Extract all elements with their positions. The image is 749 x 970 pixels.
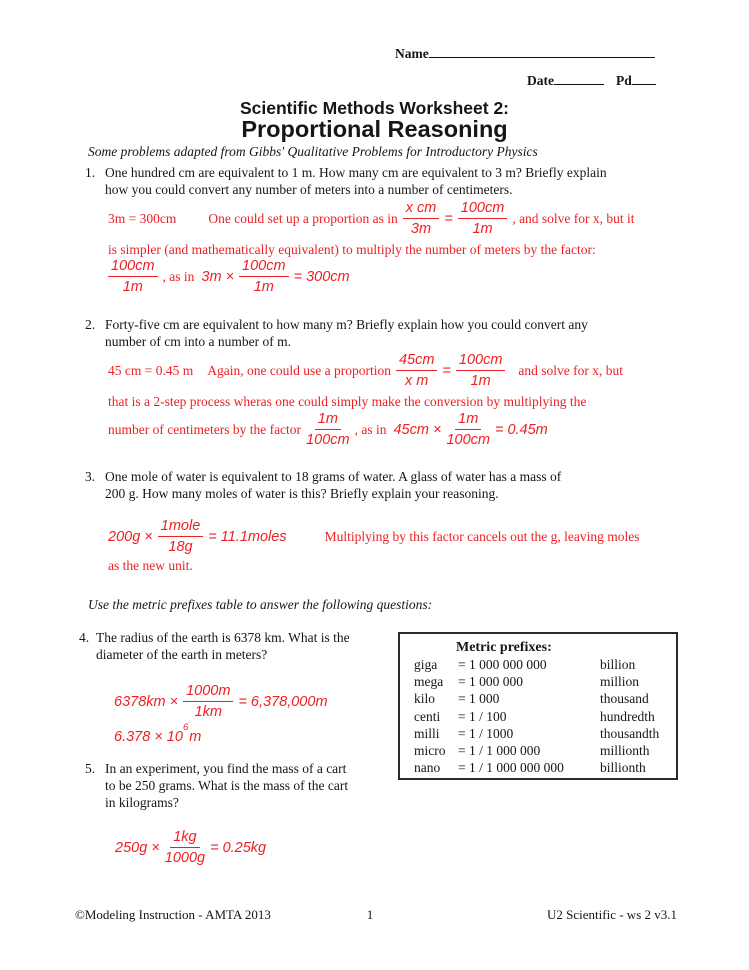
prefix-word: thousandth <box>600 725 660 741</box>
pd-blank-line <box>632 71 656 85</box>
instruction-note: Use the metric prefixes table to answer the following questions: <box>88 597 433 612</box>
math-term: 3m × <box>201 268 235 285</box>
sci-exponent: 6 <box>182 722 189 733</box>
frac-denominator: 1m <box>472 221 493 237</box>
answer-text: Again, one could use a proportion <box>207 362 391 378</box>
problem-number: 4. <box>79 630 90 645</box>
frac-numerator: 100cm <box>108 258 158 277</box>
problem-number: 5. <box>85 761 96 776</box>
problem-number: 1. <box>85 165 96 180</box>
frac-numerator: 100cm <box>239 258 289 277</box>
frac-numerator: 100cm <box>458 200 508 219</box>
frac-numerator: 1000m <box>183 683 233 702</box>
problem-3 <box>85 468 695 574</box>
frac-denominator: 100cm <box>306 432 350 448</box>
name-field-row <box>395 44 655 63</box>
answer-text: is simpler (and mathematically equivalent) to multiply the number of meters by the factor: <box>108 242 596 257</box>
math-result: = 0.45m <box>494 421 548 438</box>
answer-text: Multiplying by this factor cancels out the g, leaving moles <box>324 528 640 544</box>
frac-denominator: 1km <box>194 704 222 720</box>
prefix-value: = 1 / 100 <box>458 708 507 724</box>
name-label: Name <box>395 46 429 61</box>
fraction <box>396 352 437 389</box>
frac-numerator: 45cm <box>396 352 437 371</box>
fraction <box>165 829 205 866</box>
answer-text: , as in <box>162 268 195 284</box>
problem-1-question <box>85 164 695 198</box>
problem-3-answer <box>108 518 695 574</box>
question-line: in kilograms? <box>105 795 179 810</box>
frac-numerator: 1kg <box>170 829 199 848</box>
question-line: how you could convert any number of meters into a number of centimeters. <box>105 182 513 197</box>
question-line: The radius of the earth is 6378 km. What is the <box>96 630 350 645</box>
math-term: 250g × <box>115 839 160 856</box>
equals-sign: = <box>442 362 451 379</box>
attribution-note: Some problems adapted from Gibbs' Qualitative Problems for Introductory Physics <box>88 144 538 159</box>
table-row <box>400 742 676 759</box>
date-label: Date <box>527 73 554 88</box>
frac-numerator: 1m <box>315 411 341 430</box>
table-row <box>400 656 676 673</box>
answer-text: number of centimeters by the factor <box>108 421 302 437</box>
date-blank-line <box>554 71 604 85</box>
answer-text: , as in <box>354 421 387 437</box>
frac-denominator: 1m <box>253 279 274 295</box>
prefix-value: = 1 000 <box>458 691 500 707</box>
problem-2-answer <box>108 352 695 448</box>
question-line: Forty-five cm are equivalent to how many m? Briefly explain how you could convert any <box>105 317 588 332</box>
math-result: = 300cm <box>293 268 350 285</box>
footer-copyright: ©Modeling Instruction - AMTA 2013 <box>75 907 271 922</box>
prefix-name: kilo <box>414 691 436 707</box>
problem-5-answer <box>115 829 415 866</box>
answer-text: , and solve for x, but it <box>512 210 635 226</box>
fraction <box>158 518 204 555</box>
frac-numerator: 100cm <box>456 352 506 371</box>
prefix-name: milli <box>414 725 440 741</box>
prefix-name: mega <box>414 674 444 690</box>
answer-result: 45 cm = 0.45 m <box>108 362 194 378</box>
prefix-word: billion <box>600 657 636 672</box>
frac-numerator: 1m <box>455 411 481 430</box>
frac-numerator: x cm <box>403 200 440 219</box>
sci-base: 6.378 × 10 <box>114 728 183 745</box>
worksheet-title-line2: Proportional Reasoning <box>241 116 508 142</box>
fraction <box>183 683 233 720</box>
metric-prefixes-title: Metric prefixes: <box>456 640 552 655</box>
problem-3-question <box>85 468 695 502</box>
answer-text: that is a 2-step process wheras one could simply make the conversion by multiplying the <box>108 394 587 409</box>
answer-text: as the new unit. <box>108 558 193 573</box>
math-result: = 0.25kg <box>210 839 267 856</box>
fraction <box>446 411 490 448</box>
frac-denominator: 1m <box>470 373 491 389</box>
math-result: = 6,378,000m <box>238 693 328 710</box>
sci-unit: m <box>189 728 202 745</box>
prefix-name: centi <box>414 708 441 724</box>
problem-4 <box>79 629 399 745</box>
fraction <box>306 411 350 448</box>
question-line: to be 250 grams. What is the mass of the cart <box>105 778 349 793</box>
table-row <box>400 725 676 742</box>
prefix-name: micro <box>414 743 446 759</box>
fraction <box>458 200 508 237</box>
problem-4-question <box>79 629 399 663</box>
prefix-name: giga <box>414 657 438 672</box>
prefix-value: = 1 / 1000 <box>458 725 514 741</box>
metric-prefixes-table <box>398 632 678 780</box>
fraction <box>239 258 289 295</box>
question-line: In an experiment, you find the mass of a cart <box>105 761 347 776</box>
answer-text: One could set up a proportion as in <box>208 210 398 226</box>
fraction <box>108 258 158 295</box>
problem-2-question <box>85 316 695 350</box>
prefix-value: = 1 000 000 <box>458 674 523 690</box>
frac-numerator: 1mole <box>158 518 204 537</box>
prefix-word: million <box>600 674 640 690</box>
equals-sign: = <box>444 210 453 227</box>
math-term: 200g × <box>108 528 153 545</box>
math-term: 45cm × <box>393 421 442 438</box>
prefix-word: millionth <box>600 743 650 759</box>
footer-page-number: 1 <box>366 907 374 922</box>
frac-denominator: 100cm <box>446 432 490 448</box>
problem-1-answer <box>108 200 695 295</box>
question-line: One mole of water is equivalent to 18 grams of water. A glass of water has a mass of <box>105 469 562 484</box>
fraction <box>403 200 440 237</box>
table-row <box>400 690 676 707</box>
frac-denominator: 3m <box>410 221 432 237</box>
pd-label: Pd <box>616 73 632 88</box>
question-line: 200 g. How many moles of water is this? Briefly explain your reasoning. <box>105 486 499 501</box>
question-line: One hundred cm are equivalent to 1 m. How many cm are equivalent to 3 m? Briefly explain <box>105 165 607 180</box>
answer-text: and solve for x, but <box>518 362 624 378</box>
date-field-row <box>527 71 656 90</box>
prefix-word: hundredth <box>600 708 655 724</box>
answer-result: 3m = 300cm <box>108 210 177 226</box>
prefix-word: thousand <box>600 691 649 707</box>
footer-doc-version: U2 Scientific - ws 2 v3.1 <box>547 907 677 922</box>
problem-4-answer <box>114 683 399 745</box>
frac-denominator: x m <box>405 373 429 389</box>
problem-number: 2. <box>85 317 96 332</box>
table-row <box>400 759 676 776</box>
name-blank-line <box>429 44 655 58</box>
table-row <box>400 673 676 690</box>
math-result: = 11.1moles <box>208 528 287 545</box>
prefix-word: billionth <box>600 760 646 776</box>
problem-1 <box>85 164 695 295</box>
frac-denominator: 1m <box>122 279 143 295</box>
problem-2 <box>85 316 695 448</box>
fraction <box>456 352 506 389</box>
scientific-notation <box>114 722 202 745</box>
question-line: diameter of the earth in meters? <box>96 647 268 662</box>
problem-5 <box>85 760 415 866</box>
worksheet-title-line1: Scientific Methods Worksheet 2: <box>239 98 510 118</box>
prefix-value: = 1 000 000 000 <box>458 657 547 672</box>
prefix-name: nano <box>414 760 441 776</box>
frac-denominator: 1000g <box>164 850 206 866</box>
question-line: number of cm into a number of m. <box>105 334 291 349</box>
problem-5-question <box>85 760 415 811</box>
math-term: 6378km × <box>114 693 179 710</box>
prefix-value: = 1 / 1 000 000 000 <box>458 760 564 776</box>
problem-number: 3. <box>85 469 96 484</box>
prefix-value: = 1 / 1 000 000 <box>458 743 541 759</box>
table-row <box>400 708 676 725</box>
frac-denominator: 18g <box>168 539 193 555</box>
